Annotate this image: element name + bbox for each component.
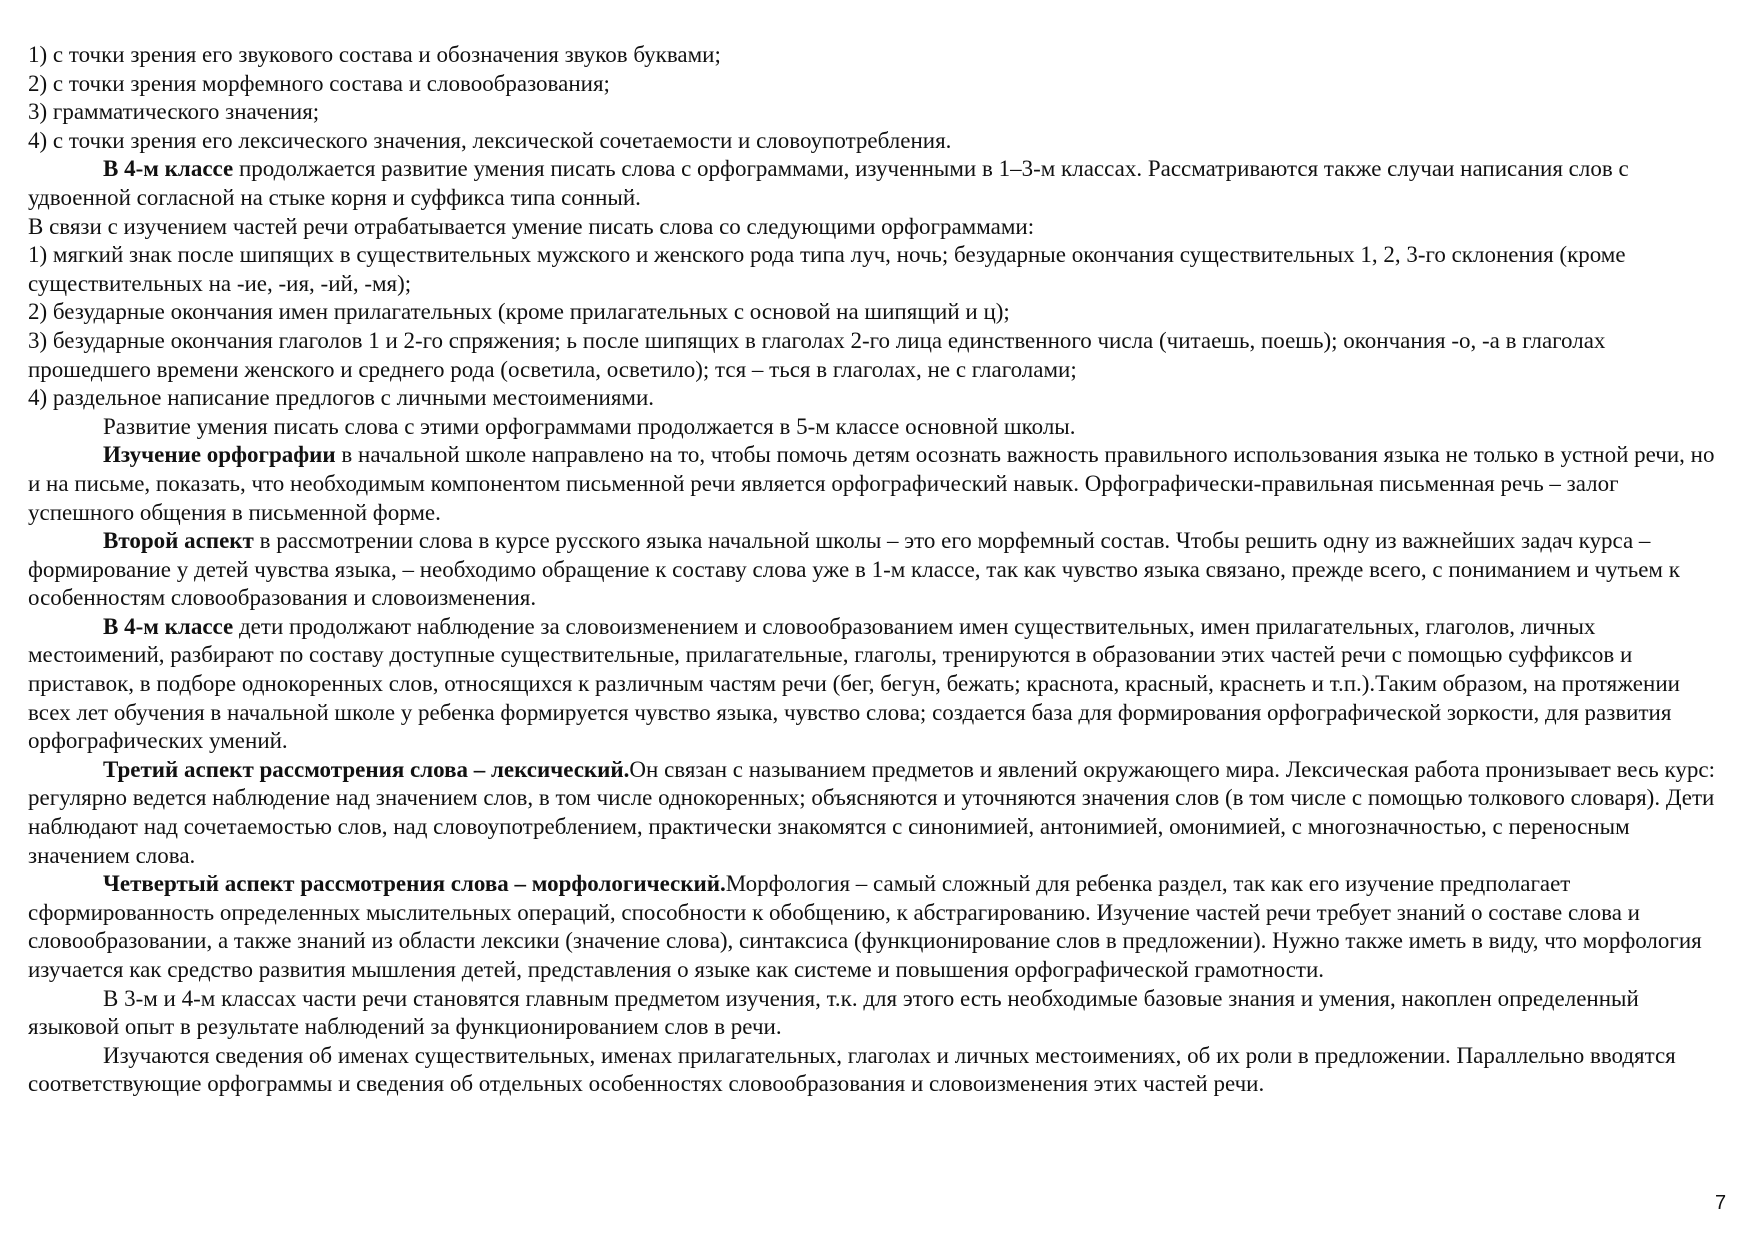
paragraph-text: Морфология – самый сложный для ребенка раздел, так как его изучение предполагает сформированность определенных мыслительных операций, способности к обобщению, к абстрагированию. Изучение частей речи требует знаний о составе слова и словообразовании, а также знаний из области лексики (значение слова), синтаксиса (функционирование слов в предложении). Нужно также иметь в виду, что морфология изучается как средство развития мышления детей, представления о языке как системе и повышения орфографической грамотности. — [28, 871, 1702, 982]
paragraph-text: дети продолжают наблюдение за словоизменением и словообразованием имен существительных, имен прилагательных, глаголов, личных местоимений, разбирают по составу доступные существительные, прилагательные, глаголы, тренируются в образовании этих частей речи с помощью суффиксов и приставок, в подборе однокоренных слов, относящихся к различным частям речи (бег, бегун, бежать; краснота, красный, краснеть и т.п.).Таким образом, на протяжении всех лет обучения в начальной школе у ребенка формируется чувство языка, чувство слова; создается база для формирования орфографической зоркости, для развития орфографических умений. — [28, 613, 1680, 754]
paragraph-grade4-morphemes — [28, 613, 1728, 756]
paragraph-fourth-aspect — [28, 870, 1728, 984]
paragraph-second-aspect — [28, 527, 1728, 613]
list-item: 4) раздельное написание предлогов с личными местоимениями. — [28, 385, 655, 411]
paragraph-grade4-spelling — [28, 155, 1728, 212]
paragraph-text: в начальной школе направлено на то, чтобы помочь детям осознать важность правильного использования языка не только в устной речи, но и на письме, показать, что необходимым компонентом письменной речи является орфографический навык. Орфографически-правильная письменная речь – залог успешного общения в письменной форме. — [28, 442, 1715, 525]
list-item: 1) мягкий знак после шипящих в существительных мужского и женского рода типа луч, ночь; безударные окончания существительных 1, 2, 3-го склонения (кроме существительных на -ие, -ия, -ий, -мя); — [28, 242, 1626, 296]
paragraph-lead: Третий аспект рассмотрения слова – лексический. — [103, 756, 630, 782]
paragraph-lead: Второй аспект — [103, 528, 254, 554]
paragraph-third-aspect — [28, 756, 1728, 870]
paragraph-lead: Изучение орфографии — [103, 442, 336, 468]
page-number: 7 — [1715, 1192, 1727, 1214]
paragraph-text: продолжается развитие умения писать слова с орфограммами, изученными в 1–3-м классах. Рассматриваются также случаи написания слов с удвоенной согласной на стыке корня и суффикса типа сонный. — [28, 156, 1629, 210]
list-item: 3) грамматического значения; — [28, 99, 320, 125]
paragraph-orthography — [28, 441, 1728, 527]
list-item: 2) с точки зрения морфемного состава и словообразования; — [28, 70, 610, 96]
paragraph-lead: Четвертый аспект рассмотрения слова – морфологический. — [103, 871, 726, 897]
list-item: 4) с точки зрения его лексического значения, лексической сочетаемости и словоупотребления. — [28, 127, 952, 153]
paragraph-text: в рассмотрении слова в курсе русского языка начальной школы – это его морфемный состав. Чтобы решить одну из важнейших задач курса – формирование у детей чувства языка, – необходимо обращение к составу слова уже в 1-м классе, так как чувство языка связано, прежде всего, с пониманием и чутьем к особенностям словообразования и словоизменения. — [28, 528, 1680, 611]
paragraph-lead: В 4-м классе — [103, 613, 234, 639]
paragraph-studied-info: Изучаются сведения об именах существительных, именах прилагательных, глаголах и личных местоимениях, об их роли в предложении. Параллельно вводятся соответствующие орфограммы и сведения об отдельных особенностях словообразования и словоизменения этих частей речи. — [28, 1042, 1676, 1097]
list-item: 2) безударные окончания имен прилагательных (кроме прилагательных с основой на шипящий и ц); — [28, 299, 1010, 325]
paragraph-parts-of-speech-intro: В связи с изучением частей речи отрабатывается умение писать слова со следующими орфограммами: — [28, 213, 1035, 239]
paragraph-lead: В 4-м классе — [103, 156, 234, 182]
document-body — [28, 41, 1728, 1099]
list-item: 1) с точки зрения его звукового состава и обозначения звуков буквами; — [28, 42, 721, 67]
paragraph-grades-3-4: В 3-м и 4-м классах части речи становятся главным предметом изучения, т.к. для этого есть необходимые базовые знания и умения, накоплен определенный языковой опыт в результате наблюдений за функционированием слов в речи. — [28, 985, 1639, 1040]
list-item: 3) безударные окончания глаголов 1 и 2-го спряжения; ь после шипящих в глаголах 2-го лица единственного числа (читаешь, поешь); окончания -о, -а в глаголах прошедшего времени женского и среднего рода (осветила, осветило); тся – ться в глаголах, не с глаголами; — [28, 327, 1606, 382]
paragraph-text: Он связан с называнием предметов и явлений окружающего мира. Лексическая работа пронизывает весь курс: регулярно ведется наблюдение над значением слов, в том числе однокоренных; объясняются и уточняются значения слов (в том числе с помощью толкового словаря). Дети наблюдают над сочетаемостью слов, над словоупотреблением, практически знакомятся с синонимией, антонимией, омонимией, с многозначностью, с переносным значением слова. — [28, 756, 1715, 868]
paragraph-continuation: Развитие умения писать слова с этими орфограммами продолжается в 5-м классе основной школы. — [103, 413, 1076, 439]
